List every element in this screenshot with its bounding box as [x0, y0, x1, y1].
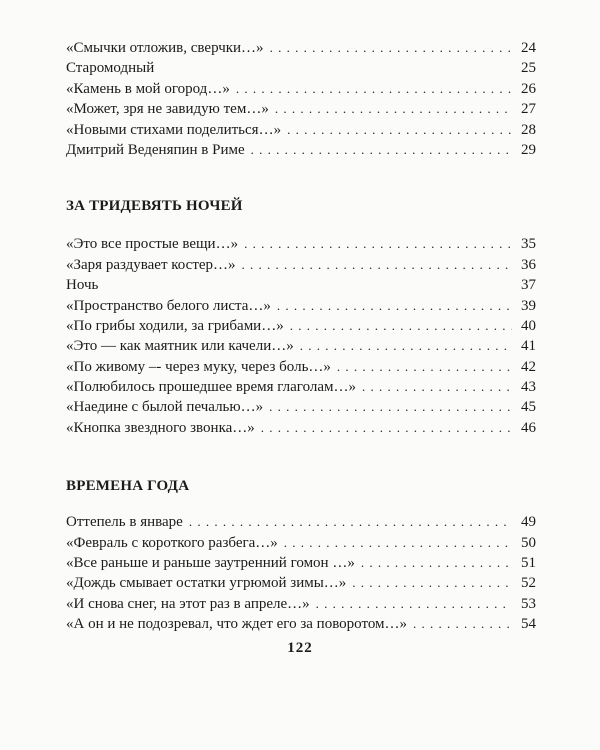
table-of-contents: [66, 38, 536, 635]
entry-title: «Заря раздувает костер…»: [66, 256, 236, 273]
entry-page-number: 25: [521, 60, 536, 77]
entry-title: «Февраль с короткого разбега…»: [66, 534, 278, 551]
dot-leader: [277, 296, 512, 316]
dot-leader: [300, 336, 512, 356]
toc-entry: [66, 275, 536, 295]
entry-title: «Это все простые вещи…»: [66, 236, 239, 253]
entry-title: Дмитрий Веденяпин в Риме: [66, 141, 245, 158]
toc-entry: [66, 316, 536, 336]
entry-title: «Это — как маятник или качели…»: [66, 338, 294, 355]
dot-leader: [261, 418, 512, 438]
entry-page-number: 27: [521, 101, 536, 118]
toc-entry: [66, 58, 536, 78]
entry-title: «Смычки отложив, сверчки…»: [66, 40, 264, 56]
entry-title: Ночь: [66, 277, 99, 294]
toc-entry: [66, 377, 536, 397]
entry-title: «И снова снег, на этот раз в апреле…»: [66, 595, 310, 612]
toc-entry: [66, 512, 536, 532]
entry-title: «Дождь смывает остатки угрюмой зимы…»: [66, 575, 347, 592]
toc-entry: [66, 418, 536, 438]
entry-page-number: 29: [521, 141, 536, 158]
dot-leader: [275, 99, 512, 119]
dot-leader: [244, 234, 512, 254]
toc-entry: [66, 140, 536, 160]
entry-page-number: 45: [521, 399, 536, 416]
toc-entry: [66, 397, 536, 417]
dot-leader: [287, 120, 512, 140]
entry-page-number: 24: [521, 40, 536, 56]
entry-page-number: 53: [521, 595, 536, 612]
dot-leader: [284, 533, 512, 553]
entry-title: Старомодный: [66, 60, 155, 77]
toc-entry: [66, 594, 536, 614]
section-heading: ЗА ТРИДЕВЯТЬ НОЧЕЙ: [66, 198, 243, 215]
entry-page-number: 39: [521, 297, 536, 314]
toc-entry: [66, 533, 536, 553]
entry-page-number: 35: [521, 236, 536, 253]
dot-leader: [269, 397, 512, 417]
entry-page-number: 46: [521, 419, 536, 436]
entry-page-number: 51: [521, 555, 536, 572]
entry-title: «Все раньше и раньше заутренний гомон …»: [66, 555, 355, 572]
entry-page-number: 37: [521, 277, 536, 294]
entry-page-number: 40: [521, 317, 536, 334]
toc-entry: [66, 255, 536, 275]
section-heading: ВРЕМЕНА ГОДА: [66, 478, 190, 495]
entry-page-number: 42: [521, 358, 536, 375]
dot-leader: [189, 512, 512, 532]
entry-title: «Камень в мой огород…»: [66, 80, 230, 97]
entry-page-number: 36: [521, 256, 536, 273]
entry-title: «Новыми стихами поделиться…»: [66, 121, 282, 138]
toc-entry: [66, 79, 536, 99]
toc-entry: [66, 120, 536, 140]
toc-section-2-list: [66, 234, 536, 438]
toc-entry: [66, 296, 536, 316]
toc-entry: [66, 38, 536, 58]
entry-title: «Может, зря не завидую тем…»: [66, 101, 269, 118]
entry-title: «Наедине с былой печалью…»: [66, 399, 264, 416]
entry-page-number: 50: [521, 534, 536, 551]
dot-leader: [361, 553, 512, 573]
entry-title: «Полюбилось прошедшее время глаголам…»: [66, 379, 357, 396]
entry-title: «А он и не подозревал, что ждет его за поворотом…»: [66, 616, 408, 633]
entry-page-number: 54: [521, 616, 536, 633]
entry-page-number: 49: [521, 514, 536, 531]
entry-title: Оттепель в январе: [66, 514, 183, 531]
toc-section-3-list: [66, 512, 536, 634]
entry-page-number: 26: [521, 80, 536, 97]
dot-leader: [270, 38, 512, 58]
entry-title: «Кнопка звездного звонка…»: [66, 419, 255, 436]
page-number: 122: [287, 640, 313, 656]
entry-page-number: 52: [521, 575, 536, 592]
dot-leader: [337, 357, 512, 377]
toc-section-1-list: [66, 38, 536, 160]
entry-page-number: 41: [521, 338, 536, 355]
toc-entry: [66, 336, 536, 356]
dot-leader: [290, 316, 512, 336]
toc-entry: [66, 357, 536, 377]
entry-title: «Пространство белого листа…»: [66, 297, 271, 314]
dot-leader: [352, 573, 512, 593]
toc-entry: [66, 614, 536, 634]
dot-leader: [236, 79, 512, 99]
dot-leader: [362, 377, 512, 397]
dot-leader: [316, 594, 512, 614]
toc-entry: [66, 234, 536, 254]
dot-leader: [413, 614, 512, 634]
dot-leader: [251, 140, 512, 160]
dot-leader: [242, 255, 512, 275]
entry-title: «По живому –- через муку, через боль…»: [66, 358, 331, 375]
toc-entry: [66, 553, 536, 573]
entry-page-number: 28: [521, 121, 536, 138]
toc-entry: [66, 99, 536, 119]
toc-entry: [66, 573, 536, 593]
entry-page-number: 43: [521, 379, 536, 396]
entry-title: «По грибы ходили, за грибами…»: [66, 317, 284, 334]
